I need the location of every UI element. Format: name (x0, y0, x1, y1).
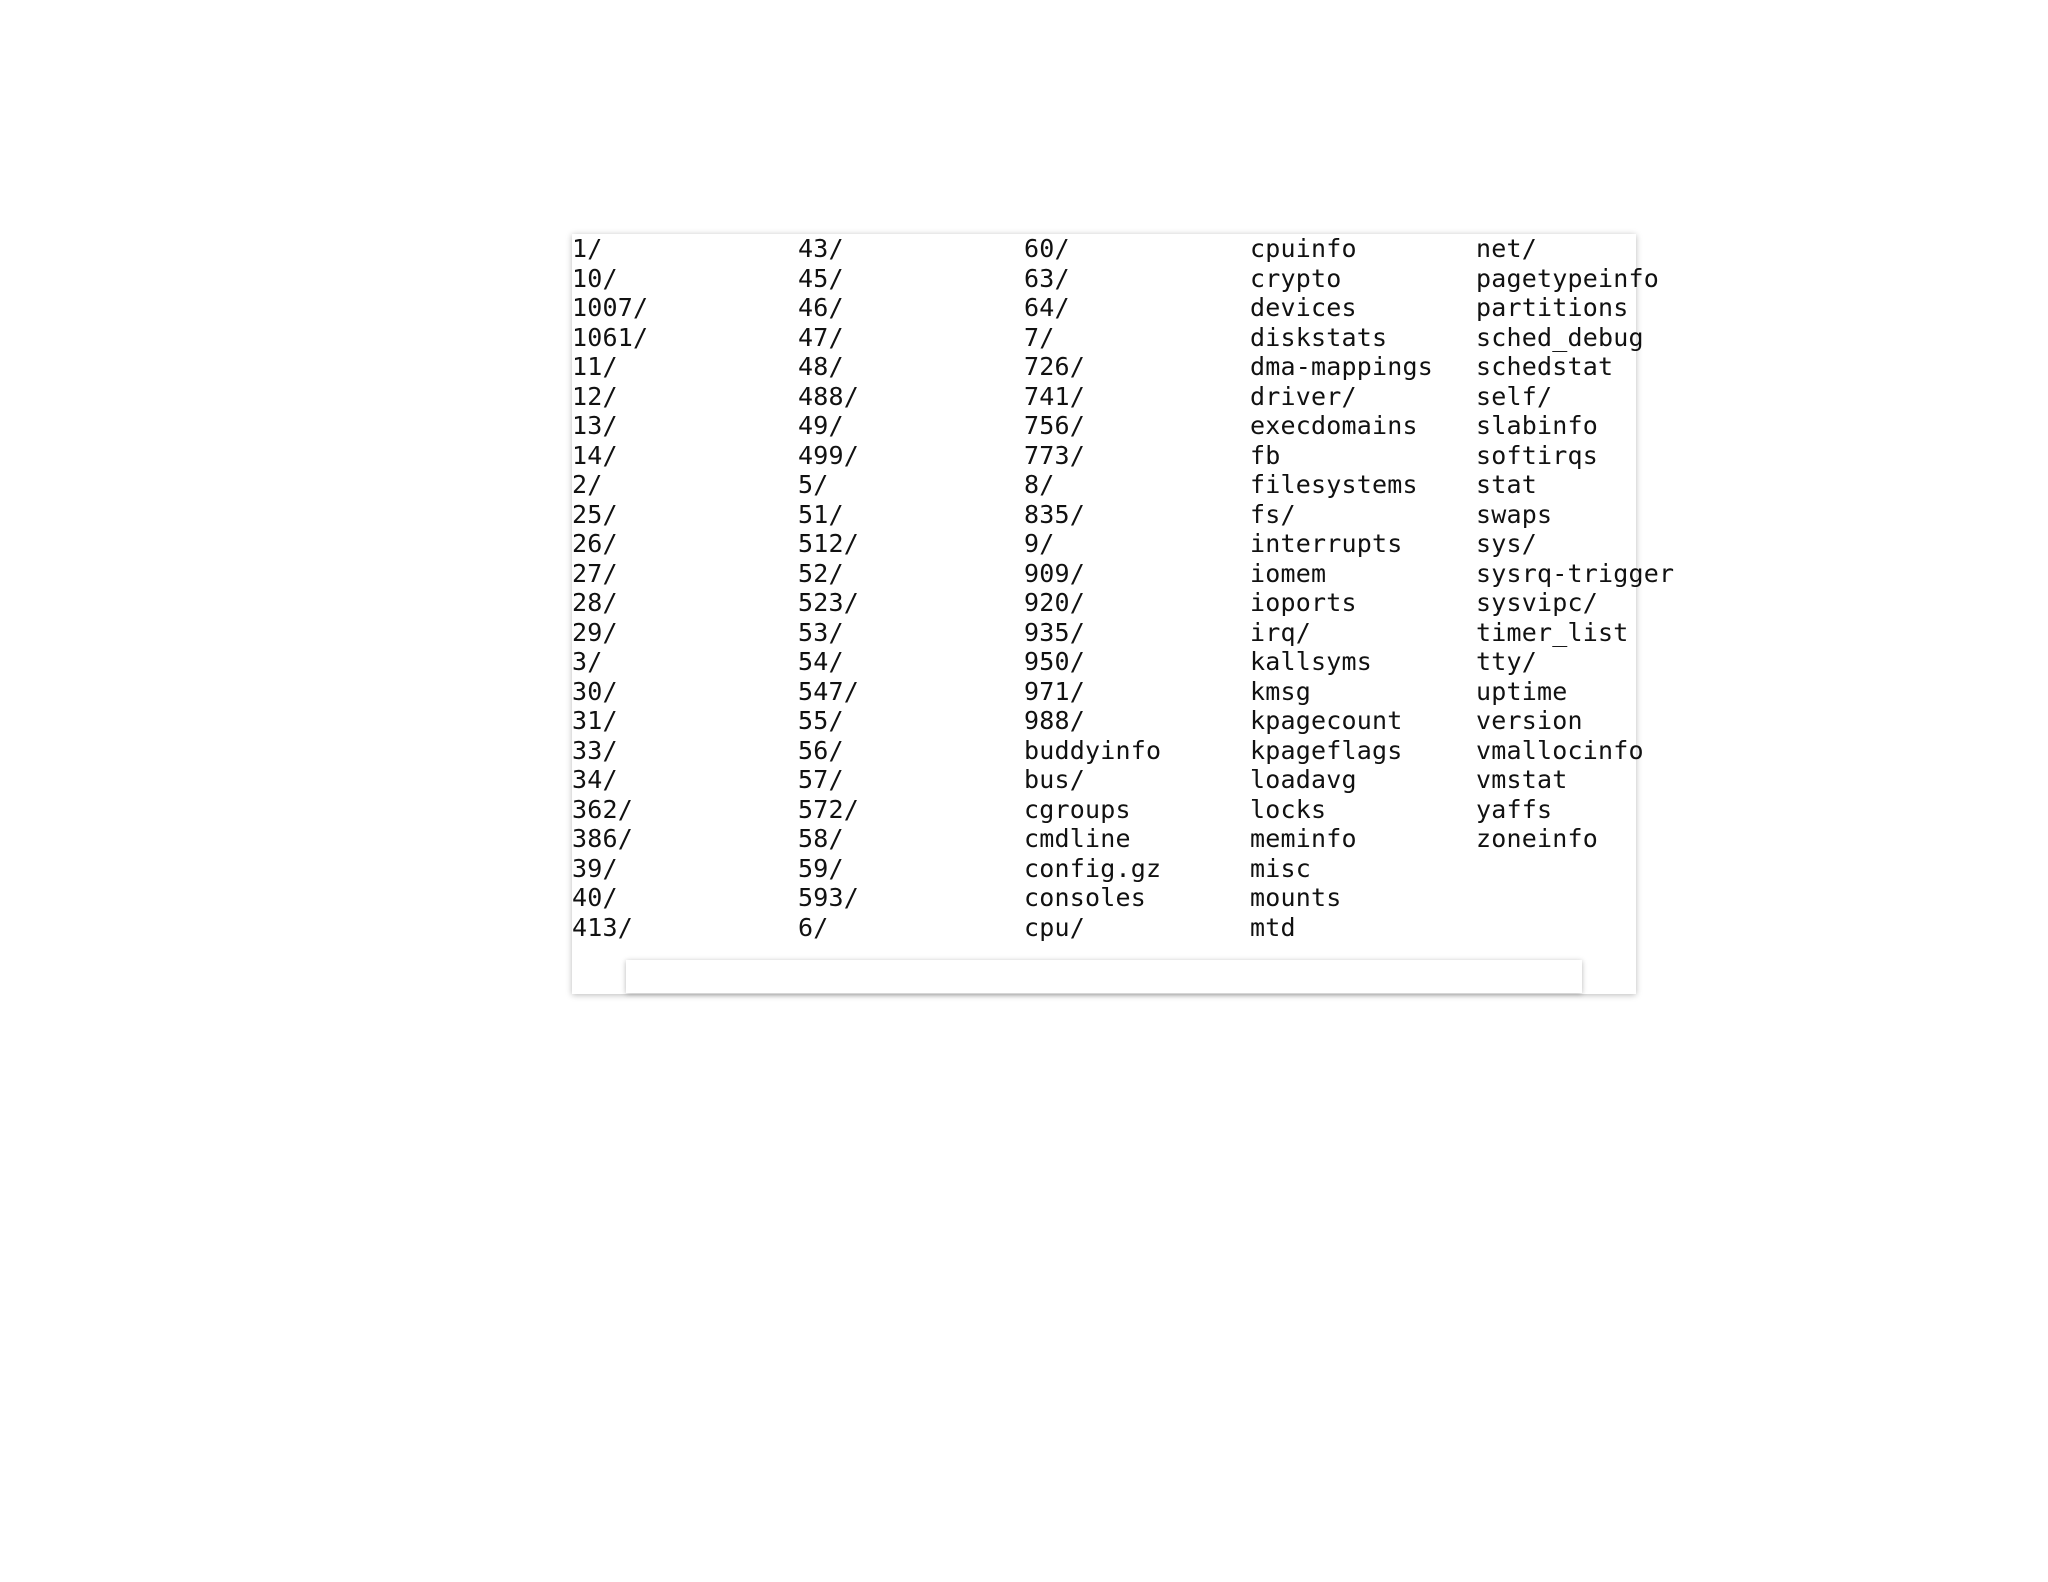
directory-entry: 28/ (572, 588, 618, 617)
file-entry: yaffs (1476, 794, 1553, 824)
listing-column (798, 234, 859, 942)
directory-entry: 63/ (1024, 263, 1070, 293)
file-entry: mounts (1250, 883, 1342, 912)
directory-entry: 52/ (798, 558, 844, 588)
directory-entry: 48/ (798, 352, 844, 381)
directory-entry: 45/ (798, 263, 844, 293)
directory-entry: 572/ (798, 794, 860, 824)
file-entry: cgroups (1024, 794, 1131, 824)
directory-entry: 39/ (572, 853, 618, 883)
file-entry: pagetypeinfo (1476, 263, 1660, 293)
directory-entry: 13/ (572, 411, 618, 440)
directory-entry: 773/ (1024, 440, 1086, 470)
directory-entry: 1061/ (572, 322, 649, 352)
directory-entry: 7/ (1024, 322, 1055, 352)
directory-entry: 60/ (1024, 234, 1070, 263)
directory-entry: self/ (1476, 381, 1553, 411)
file-entry: kallsyms (1250, 647, 1373, 676)
directory-entry: 756/ (1024, 411, 1086, 440)
directory-entry: 29/ (572, 617, 618, 647)
directory-entry: sysvipc/ (1476, 588, 1599, 617)
directory-entry: cpu/ (1024, 912, 1086, 942)
directory-entry: net/ (1476, 234, 1538, 263)
directory-entry: 27/ (572, 558, 618, 588)
file-entry: mtd (1250, 912, 1296, 942)
file-entry: diskstats (1250, 322, 1388, 352)
directory-entry: 56/ (798, 735, 844, 765)
file-entry: iomem (1250, 558, 1327, 588)
directory-entry: 33/ (572, 735, 618, 765)
directory-entry: 46/ (798, 293, 844, 322)
file-entry: kmsg (1250, 676, 1312, 706)
directory-entry: 726/ (1024, 352, 1086, 381)
directory-entry: 57/ (798, 765, 844, 794)
directory-entry: 512/ (798, 529, 860, 558)
directory-entry: 43/ (798, 234, 844, 263)
file-entry: timer_list (1476, 617, 1629, 647)
file-entry: version (1476, 706, 1583, 735)
directory-entry: 40/ (572, 883, 618, 912)
directory-entry: 54/ (798, 647, 844, 676)
directory-listing (572, 234, 1772, 954)
directory-entry: 971/ (1024, 676, 1086, 706)
directory-entry: 59/ (798, 853, 844, 883)
file-entry: vmstat (1476, 765, 1568, 794)
directory-entry: driver/ (1250, 381, 1357, 411)
directory-entry: 413/ (572, 912, 634, 942)
file-entry: loadavg (1250, 765, 1357, 794)
directory-entry: 51/ (798, 499, 844, 529)
file-entry: misc (1250, 853, 1312, 883)
directory-entry: 31/ (572, 706, 618, 735)
directory-entry: 11/ (572, 352, 618, 381)
directory-entry: 499/ (798, 440, 860, 470)
directory-entry: 2/ (572, 470, 603, 499)
file-entry: sched_debug (1476, 322, 1644, 352)
file-entry: swaps (1476, 499, 1553, 529)
file-entry: sysrq-trigger (1476, 558, 1675, 588)
file-entry: locks (1250, 794, 1327, 824)
directory-entry: 26/ (572, 529, 618, 558)
file-entry: meminfo (1250, 824, 1357, 853)
directory-entry: 55/ (798, 706, 844, 735)
file-entry: zoneinfo (1476, 824, 1599, 853)
directory-entry: 8/ (1024, 470, 1055, 499)
directory-entry: 53/ (798, 617, 844, 647)
directory-entry: irq/ (1250, 617, 1312, 647)
listing-column (1024, 234, 1161, 942)
file-entry: buddyinfo (1024, 735, 1162, 765)
command-input[interactable] (626, 960, 1582, 993)
file-entry: slabinfo (1476, 411, 1599, 440)
file-entry: partitions (1476, 293, 1629, 322)
directory-entry: 14/ (572, 440, 618, 470)
file-entry: fb (1250, 440, 1281, 470)
directory-entry: 386/ (572, 824, 634, 853)
file-entry: config.gz (1024, 853, 1162, 883)
file-entry: crypto (1250, 263, 1342, 293)
file-entry: stat (1476, 470, 1538, 499)
directory-entry: 950/ (1024, 647, 1086, 676)
file-entry: filesystems (1250, 470, 1418, 499)
directory-entry: tty/ (1476, 647, 1538, 676)
file-entry: schedstat (1476, 352, 1614, 381)
directory-entry: 58/ (798, 824, 844, 853)
directory-entry: 1007/ (572, 293, 649, 322)
terminal-window (572, 234, 1675, 994)
file-entry: kpagecount (1250, 706, 1403, 735)
directory-entry: bus/ (1024, 765, 1086, 794)
directory-entry: 30/ (572, 676, 618, 706)
listing-column (1250, 234, 1433, 942)
directory-entry: 5/ (798, 470, 829, 499)
directory-entry: 49/ (798, 411, 844, 440)
file-entry: cpuinfo (1250, 234, 1357, 263)
directory-entry: 362/ (572, 794, 634, 824)
directory-entry: 64/ (1024, 293, 1070, 322)
file-entry: interrupts (1250, 529, 1403, 558)
file-entry: execdomains (1250, 411, 1418, 440)
directory-entry: 593/ (798, 883, 860, 912)
directory-entry: 988/ (1024, 706, 1086, 735)
directory-entry: 10/ (572, 263, 618, 293)
directory-entry: 25/ (572, 499, 618, 529)
file-entry: devices (1250, 293, 1357, 322)
directory-entry: 34/ (572, 765, 618, 794)
directory-entry: 920/ (1024, 588, 1086, 617)
directory-entry: fs/ (1250, 499, 1296, 529)
directory-entry: 935/ (1024, 617, 1086, 647)
directory-entry: 741/ (1024, 381, 1086, 411)
file-entry: softirqs (1476, 440, 1599, 470)
listing-column (572, 234, 648, 942)
listing-column (1476, 234, 1674, 854)
directory-entry: 9/ (1024, 529, 1055, 558)
directory-entry: 488/ (798, 381, 860, 411)
directory-entry: 835/ (1024, 499, 1086, 529)
directory-entry: 3/ (572, 647, 603, 676)
file-entry: dma-mappings (1250, 352, 1434, 381)
directory-entry: 547/ (798, 676, 860, 706)
directory-entry: 12/ (572, 381, 618, 411)
directory-entry: 523/ (798, 588, 860, 617)
file-entry: kpageflags (1250, 735, 1403, 765)
file-entry: cmdline (1024, 824, 1131, 853)
directory-entry: 1/ (572, 234, 603, 263)
file-entry: uptime (1476, 676, 1568, 706)
directory-entry: 6/ (798, 912, 829, 942)
file-entry: vmallocinfo (1476, 735, 1644, 765)
directory-entry: 47/ (798, 322, 844, 352)
file-entry: ioports (1250, 588, 1357, 617)
directory-entry: 909/ (1024, 558, 1086, 588)
file-entry: consoles (1024, 883, 1147, 912)
directory-entry: sys/ (1476, 529, 1538, 558)
